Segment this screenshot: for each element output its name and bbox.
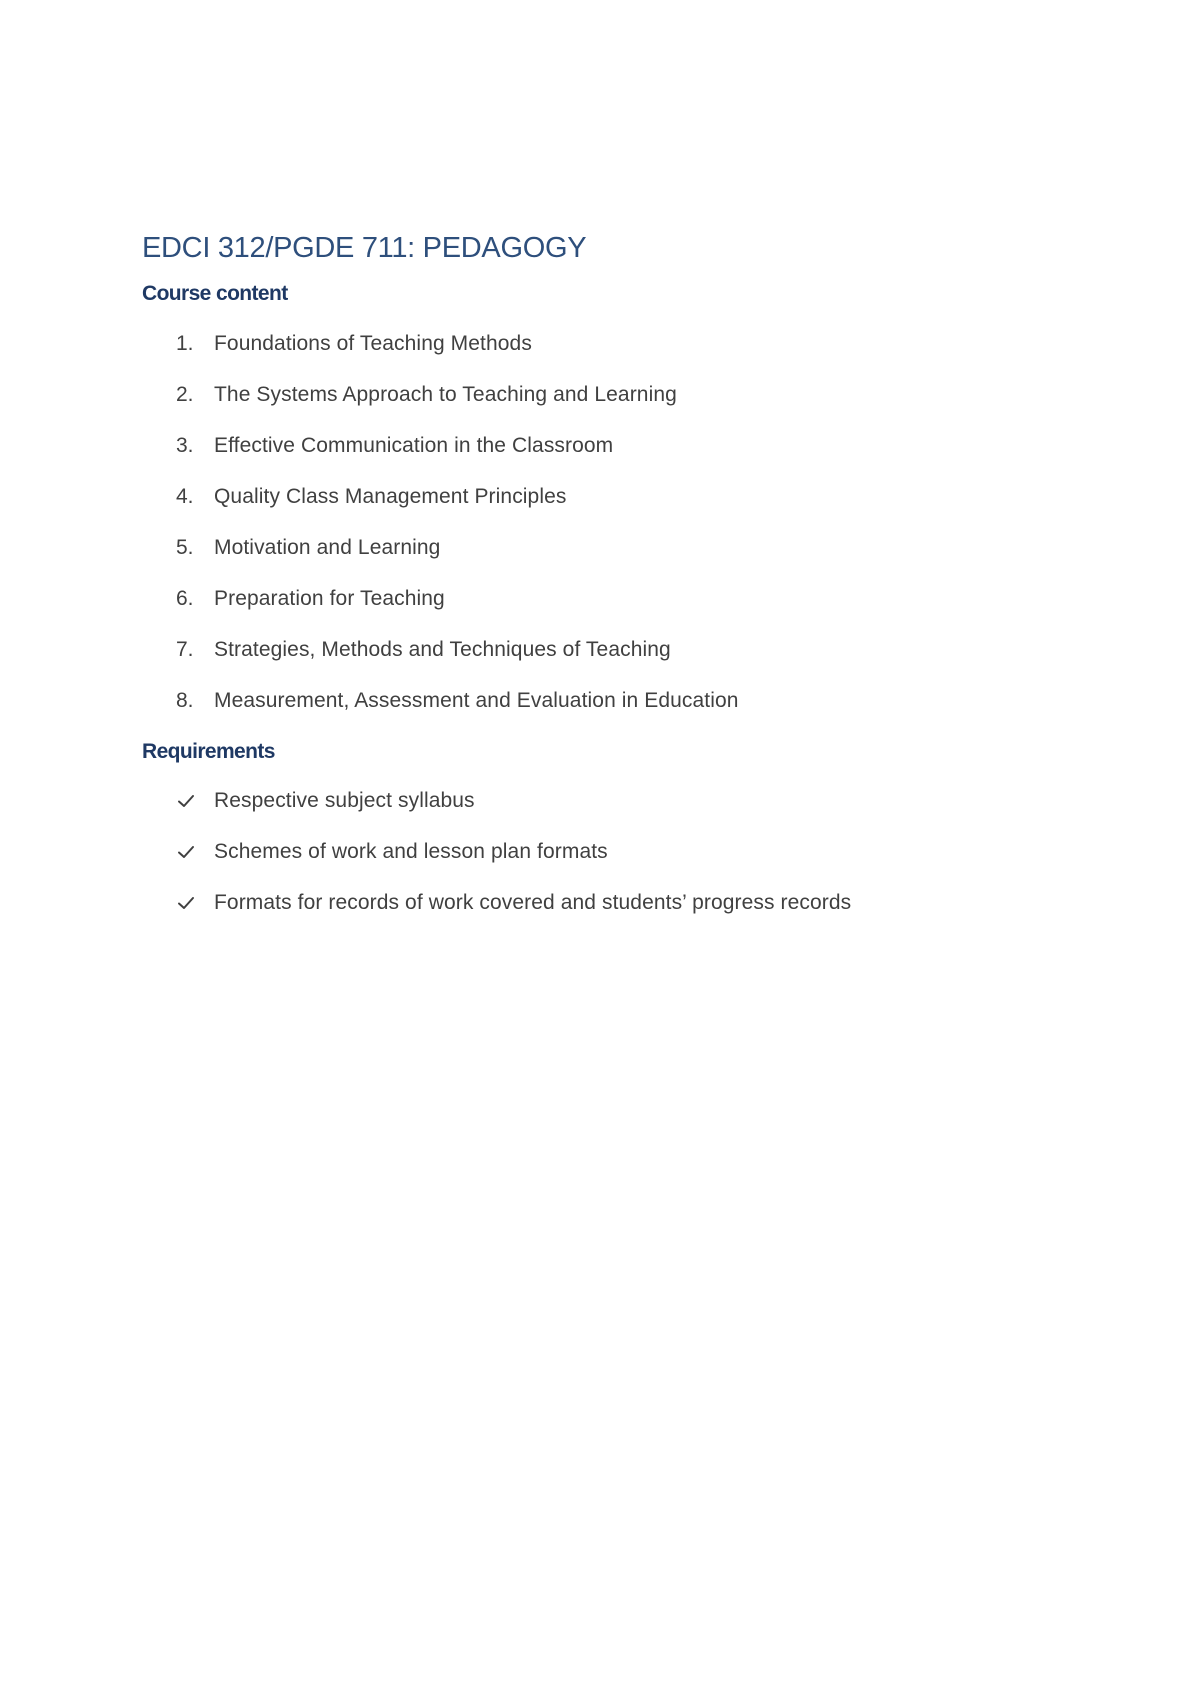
checkmark-icon (177, 895, 195, 911)
list-number: 3. (176, 434, 194, 457)
checkmark-icon (177, 793, 195, 809)
list-item-text: Respective subject syllabus (214, 789, 475, 812)
list-number: 7. (176, 638, 194, 661)
requirements-heading: Requirements (142, 740, 275, 763)
list-item-text: Formats for records of work covered and students’ progress records (214, 891, 852, 914)
list-item-text: Motivation and Learning (214, 536, 441, 559)
page-title: EDCI 312/PGDE 711: PEDAGOGY (142, 232, 587, 264)
list-number: 8. (176, 689, 194, 712)
list-number: 6. (176, 587, 194, 610)
list-item-text: Effective Communication in the Classroom (214, 434, 614, 457)
checkmark-icon (177, 844, 195, 860)
list-item-text: Measurement, Assessment and Evaluation in Education (214, 689, 739, 712)
list-number: 1. (176, 332, 194, 355)
list-item-text: The Systems Approach to Teaching and Learning (214, 383, 677, 406)
list-number: 5. (176, 536, 194, 559)
list-item-text: Schemes of work and lesson plan formats (214, 840, 608, 863)
list-number: 2. (176, 383, 194, 406)
list-item-text: Quality Class Management Principles (214, 485, 567, 508)
list-item-text: Strategies, Methods and Techniques of Teaching (214, 638, 671, 661)
list-item-text: Foundations of Teaching Methods (214, 332, 532, 355)
list-number: 4. (176, 485, 194, 508)
course-content-heading: Course content (142, 282, 288, 305)
list-item-text: Preparation for Teaching (214, 587, 445, 610)
